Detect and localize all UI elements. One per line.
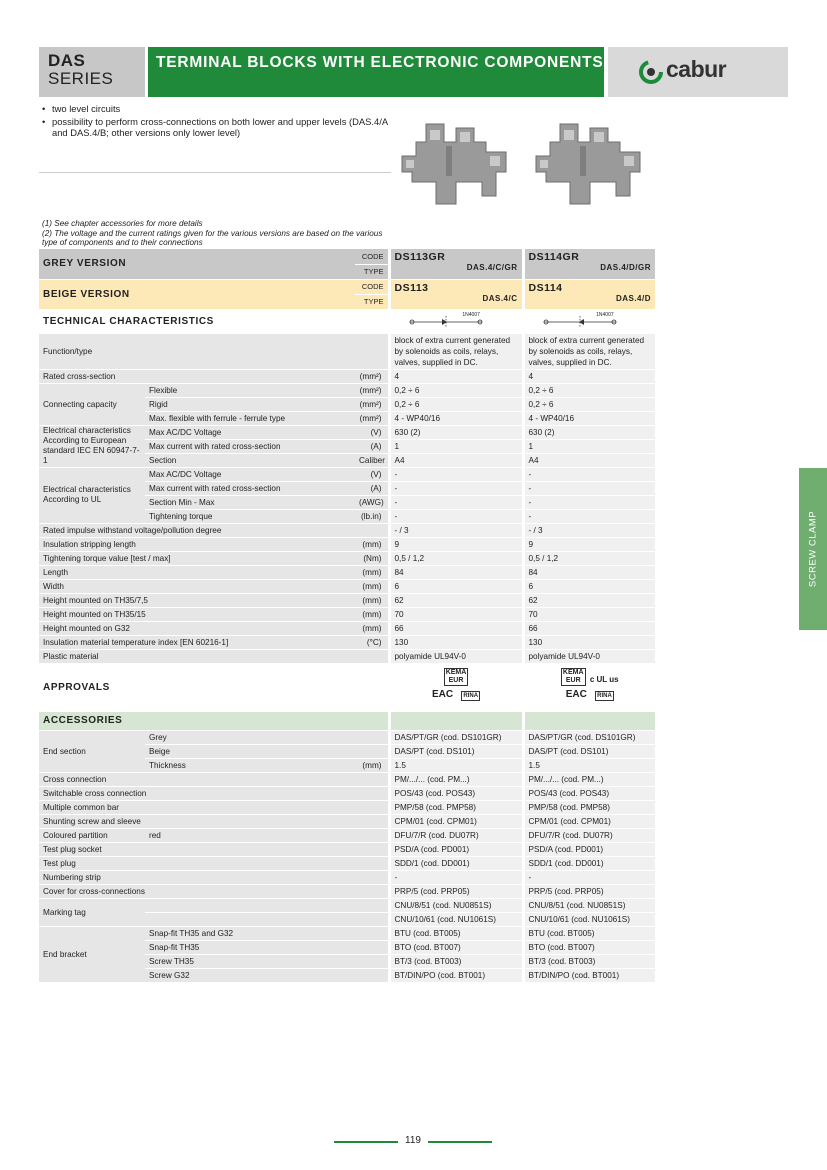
cell-value: A4 xyxy=(523,453,655,467)
beige-version-label: BEIGE VERSION xyxy=(39,279,355,309)
cell-value: PSD/A (cod. PD001) xyxy=(523,842,655,856)
table-row xyxy=(39,333,655,369)
cell-value: 84 xyxy=(389,565,523,579)
row-sublabel: Snap-fit TH35 and G32 xyxy=(145,926,389,940)
row-label: Marking tag xyxy=(39,898,145,926)
type-value: DAS.4/D/GR xyxy=(600,263,651,272)
row-unit: (mm) xyxy=(355,607,389,621)
cell-value: - xyxy=(389,495,523,509)
row-sublabel: Tightening torque xyxy=(145,509,355,523)
cell-value: - xyxy=(523,870,655,884)
row-label: Cross connection xyxy=(39,772,145,786)
row-label: Rated cross-section xyxy=(39,369,355,383)
cell-value: CPM/01 (cod. CPM01) xyxy=(523,814,655,828)
cell-value: - / 3 xyxy=(389,523,523,537)
row-sublabel xyxy=(145,856,389,870)
cell-value: CNU/10/61 (cod. NU1061S) xyxy=(523,912,655,926)
beige-version-row xyxy=(39,279,655,294)
footer-rule-right xyxy=(428,1141,492,1143)
row-label: Switchable cross connection xyxy=(39,786,145,800)
cell-value: POS/43 (cod. POS43) xyxy=(523,786,655,800)
row-unit: (mm²) xyxy=(355,369,389,383)
row-label: Plastic material xyxy=(39,649,355,663)
cell-value: - xyxy=(523,495,655,509)
row-unit: (mm) xyxy=(355,758,389,772)
cell-value: 130 xyxy=(523,635,655,649)
cell-value: 70 xyxy=(389,607,523,621)
cell-value: PRP/5 (cod. PRP05) xyxy=(389,884,523,898)
mark-text: KEMA xyxy=(562,668,584,676)
grey-code-1 xyxy=(389,249,523,279)
row-sublabel xyxy=(145,772,389,786)
cell-value: 1 xyxy=(523,439,655,453)
series-code: DAS xyxy=(48,51,86,70)
cell-value: 62 xyxy=(523,593,655,607)
schematic-2 xyxy=(523,309,655,333)
rina-icon: RINA xyxy=(463,692,479,699)
cell-value: 6 xyxy=(523,579,655,593)
footnote: (1) See chapter accessories for more details xyxy=(42,219,203,228)
row-label: Height mounted on TH35/7,5 xyxy=(39,593,355,607)
row-unit xyxy=(355,649,389,663)
cell-value: 4 - WP40/16 xyxy=(389,411,523,425)
page-title: TERMINAL BLOCKS WITH ELECTRONIC COMPONENTS xyxy=(148,47,604,97)
row-sublabel: Snap-fit TH35 xyxy=(145,940,389,954)
cell-value: - xyxy=(389,467,523,481)
row-label: Height mounted on TH35/15 xyxy=(39,607,355,621)
row-sublabel: Beige xyxy=(145,744,355,758)
cell-value: - xyxy=(389,509,523,523)
row-label: Length xyxy=(39,565,355,579)
cell-value: 0,5 / 1,2 xyxy=(389,551,523,565)
accessories-heading: ACCESSORIES xyxy=(39,711,389,730)
cell-value: PRP/5 (cod. PRP05) xyxy=(523,884,655,898)
table-row xyxy=(39,635,655,649)
table-row xyxy=(39,730,655,744)
cell-value: 66 xyxy=(523,621,655,635)
table-row xyxy=(39,425,655,439)
table-row xyxy=(39,884,655,898)
cell-value: DAS/PT (cod. DS101) xyxy=(389,744,523,758)
series-label: SERIES xyxy=(48,69,114,88)
row-unit: (V) xyxy=(355,467,389,481)
row-unit xyxy=(355,730,389,744)
type-value: DAS.4/C/GR xyxy=(466,263,518,272)
cell-value: 4 - WP40/16 xyxy=(523,411,655,425)
row-sublabel: Section xyxy=(145,453,355,467)
cell-value: 84 xyxy=(523,565,655,579)
eac-icon: EAC xyxy=(565,688,587,700)
type-label: TYPE xyxy=(355,294,389,309)
row-sublabel: Rigid xyxy=(145,397,355,411)
row-sublabel xyxy=(145,814,389,828)
row-unit: Caliber xyxy=(355,453,389,467)
cell-value: 1 xyxy=(389,439,523,453)
logo-text: cabur xyxy=(666,56,727,82)
cell-value: CNU/8/51 (cod. NU0851S) xyxy=(389,898,523,912)
page-number: 119 xyxy=(405,1135,421,1146)
row-label: Function/type xyxy=(39,333,389,369)
cell-value: polyamide UL94V-0 xyxy=(389,649,523,663)
cell-value: 0,2 ÷ 6 xyxy=(389,383,523,397)
product-image-ds113 xyxy=(396,112,514,212)
side-tab-screw-clamp[interactable] xyxy=(799,468,827,630)
cell-value: 0,2 ÷ 6 xyxy=(389,397,523,411)
cell-value: block of extra current generated by solenoids as coils, relays, valves, supplied in DC. xyxy=(389,333,523,369)
beige-code-1 xyxy=(389,279,523,309)
cell-value: 0,5 / 1,2 xyxy=(523,551,655,565)
table-row xyxy=(39,369,655,383)
row-unit: (A) xyxy=(355,439,389,453)
cell-value: 130 xyxy=(389,635,523,649)
row-unit: (mm) xyxy=(355,621,389,635)
cell-value: DFU/7/R (cod. DU07R) xyxy=(523,828,655,842)
cell-value: 62 xyxy=(389,593,523,607)
table-row xyxy=(39,842,655,856)
row-label: Rated impulse withstand voltage/pollution degree xyxy=(39,523,355,537)
row-sublabel xyxy=(145,870,389,884)
row-label: End bracket xyxy=(39,926,145,982)
cell-value: 9 xyxy=(523,537,655,551)
table-row xyxy=(39,579,655,593)
row-sublabel: Thickness xyxy=(145,758,355,772)
row-sublabel: Max AC/DC Voltage xyxy=(145,425,355,439)
schematic-label: 1N4007 xyxy=(596,312,614,318)
side-tab-label: SCREW CLAMP xyxy=(807,510,819,588)
cell-value: - xyxy=(523,467,655,481)
ul-icon: c UL us xyxy=(589,674,619,684)
row-sublabel: Max current with rated cross-section xyxy=(145,439,355,453)
row-unit: (mm) xyxy=(355,593,389,607)
table-row xyxy=(39,828,655,842)
mark-text: EUR xyxy=(448,676,464,684)
brand-logo xyxy=(608,47,788,97)
mark-text: KEMA xyxy=(445,668,467,676)
table-row xyxy=(39,786,655,800)
row-unit: (Nm) xyxy=(355,551,389,565)
footer-rule-left xyxy=(334,1141,398,1143)
row-label: Coloured partition xyxy=(39,828,145,842)
kema-keur-icon xyxy=(561,668,586,686)
grey-code-2 xyxy=(523,249,655,279)
row-unit: (AWG) xyxy=(355,495,389,509)
table-row xyxy=(39,537,655,551)
series-box xyxy=(39,47,145,97)
footnotes xyxy=(42,219,392,248)
row-label: Multiple common bar xyxy=(39,800,145,814)
row-sublabel xyxy=(145,800,389,814)
cell-value: SDD/1 (cod. DD001) xyxy=(523,856,655,870)
table-row xyxy=(39,856,655,870)
cell-value: POS/43 (cod. POS43) xyxy=(389,786,523,800)
table-row xyxy=(39,523,655,537)
cell-value: - xyxy=(523,509,655,523)
table-row xyxy=(39,926,655,940)
cell-value: PMP/58 (cod. PMP58) xyxy=(523,800,655,814)
row-unit xyxy=(355,523,389,537)
cell-value: 1.5 xyxy=(523,758,655,772)
cell-value: CNU/8/51 (cod. NU0851S) xyxy=(523,898,655,912)
table-row xyxy=(39,649,655,663)
row-label: Numbering strip xyxy=(39,870,145,884)
row-sublabel: Grey xyxy=(145,730,355,744)
cell-value: BTU (cod. BT005) xyxy=(389,926,523,940)
cell-value: BT/DIN/PO (cod. BT001) xyxy=(523,968,655,982)
row-label: Shunting screw and sleeve xyxy=(39,814,145,828)
row-unit: (V) xyxy=(355,425,389,439)
type-value: DAS.4/C xyxy=(482,293,518,303)
table-row xyxy=(39,800,655,814)
type-value: DAS.4/D xyxy=(615,293,651,303)
cell-value: 66 xyxy=(389,621,523,635)
row-unit: (°C) xyxy=(355,635,389,649)
mark-text: EUR xyxy=(565,676,581,684)
row-label: Width xyxy=(39,579,355,593)
cell-value: DAS/PT (cod. DS101) xyxy=(523,744,655,758)
spec-table xyxy=(39,249,655,983)
approval-marks-1 xyxy=(389,663,523,711)
cell-value: BTU (cod. BT005) xyxy=(523,926,655,940)
cell-value: 630 (2) xyxy=(523,425,655,439)
row-label: Height mounted on G32 xyxy=(39,621,355,635)
cell-value: CNU/10/61 (cod. NU1061S) xyxy=(389,912,523,926)
feature-list xyxy=(42,103,392,140)
feature-item: • two level circuits xyxy=(42,103,392,114)
row-label: End section xyxy=(39,730,145,772)
logo-mark-icon xyxy=(638,59,664,85)
cell-value: 0,2 ÷ 6 xyxy=(523,397,655,411)
row-label: Cover for cross-connections xyxy=(39,884,145,898)
row-sublabel: Screw G32 xyxy=(145,968,389,982)
cell-value: block of extra current generated by solenoids as coils, relays, valves, supplied in DC. xyxy=(523,333,655,369)
row-sublabel: Max. flexible with ferrule - ferrule type xyxy=(145,411,355,425)
row-sublabel: Flexible xyxy=(145,383,355,397)
schematic-1 xyxy=(389,309,523,333)
row-unit: (mm) xyxy=(355,565,389,579)
row-label: Insulation material temperature index [EN 60216-1] xyxy=(39,635,355,649)
feature-item: • possibility to perform cross-connections on both lower and upper levels (DAS.4/A and DAS.4/B; other versions only lower level) xyxy=(42,116,392,138)
cell-value: 0,2 ÷ 6 xyxy=(523,383,655,397)
type-label: TYPE xyxy=(355,264,389,279)
table-row xyxy=(39,898,655,912)
row-label: Test plug xyxy=(39,856,145,870)
row-sublabel xyxy=(145,786,389,800)
cell-value: PMP/58 (cod. PMP58) xyxy=(389,800,523,814)
row-sublabel: Max AC/DC Voltage xyxy=(145,467,355,481)
cell-value: CPM/01 (cod. CPM01) xyxy=(389,814,523,828)
code-value: DS114GR xyxy=(528,251,580,263)
row-label: Tightening torque value [test / max] xyxy=(39,551,355,565)
cell-value: 630 (2) xyxy=(389,425,523,439)
cell-value: SDD/1 (cod. DD001) xyxy=(389,856,523,870)
row-sublabel: Max current with rated cross-section xyxy=(145,481,355,495)
cell-value: - xyxy=(389,870,523,884)
cell-value: DAS/PT/GR (cod. DS101GR) xyxy=(523,730,655,744)
row-label: Insulation stripping length xyxy=(39,537,355,551)
row-unit xyxy=(355,744,389,758)
table-row xyxy=(39,593,655,607)
table-row xyxy=(39,607,655,621)
row-unit: (mm) xyxy=(355,537,389,551)
row-label: Test plug socket xyxy=(39,842,145,856)
row-sublabel xyxy=(145,842,389,856)
table-row xyxy=(39,467,655,481)
row-label: Electrical characteristics According to European standard IEC EN 60947-7-1 xyxy=(39,425,145,467)
code-label: CODE xyxy=(355,249,389,264)
cell-value: 4 xyxy=(389,369,523,383)
code-value: DS113GR xyxy=(394,251,446,263)
tech-heading-row xyxy=(39,309,655,333)
table-row xyxy=(39,814,655,828)
beige-code-2 xyxy=(523,279,655,309)
table-row xyxy=(39,621,655,635)
kema-keur-icon xyxy=(444,668,469,686)
rina-icon: RINA xyxy=(597,692,612,699)
code-value: DS113 xyxy=(394,281,429,294)
row-unit: (mm) xyxy=(355,579,389,593)
tech-heading: TECHNICAL CHARACTERISTICS xyxy=(39,309,389,333)
approval-marks-2 xyxy=(523,663,655,711)
row-unit: (A) xyxy=(355,481,389,495)
cell-value: 9 xyxy=(389,537,523,551)
cell-value: - xyxy=(523,481,655,495)
table-row xyxy=(39,772,655,786)
cell-value: 6 xyxy=(389,579,523,593)
code-value: DS114 xyxy=(528,281,563,294)
cell-value: BTO (cod. BT007) xyxy=(389,940,523,954)
accessories-heading-row xyxy=(39,711,655,730)
row-sublabel: red xyxy=(145,828,389,842)
divider xyxy=(39,172,391,173)
cell-value: BTO (cod. BT007) xyxy=(523,940,655,954)
table-row xyxy=(39,383,655,397)
cell-value: PSD/A (cod. PD001) xyxy=(389,842,523,856)
approvals-heading: APPROVALS xyxy=(39,663,389,711)
table-row xyxy=(39,551,655,565)
cell-value: - xyxy=(389,481,523,495)
row-sublabel: Section Min - Max xyxy=(145,495,355,509)
grey-version-label: GREY VERSION xyxy=(39,249,355,279)
cell-value: A4 xyxy=(389,453,523,467)
table-row xyxy=(39,870,655,884)
row-sublabel: Screw TH35 xyxy=(145,954,389,968)
cell-value: 1.5 xyxy=(389,758,523,772)
footnote: (2) The voltage and the current ratings given for the various versions are based on the various type of components and to their connections xyxy=(42,228,383,247)
schematic-label: 1N4007 xyxy=(462,312,480,318)
eac-icon: EAC xyxy=(431,688,454,700)
row-label: Connecting capacity xyxy=(39,383,145,425)
cell-value: DAS/PT/GR (cod. DS101GR) xyxy=(389,730,523,744)
cell-value: PM/.../... (cod. PM...) xyxy=(389,772,523,786)
product-image-ds114 xyxy=(530,112,648,212)
cell-value: - / 3 xyxy=(523,523,655,537)
row-sublabel xyxy=(145,884,389,898)
cell-value: BT/3 (cod. BT003) xyxy=(523,954,655,968)
cell-value: DFU/7/R (cod. DU07R) xyxy=(389,828,523,842)
table-row xyxy=(39,565,655,579)
cell-value: 70 xyxy=(523,607,655,621)
approvals-row xyxy=(39,663,655,711)
row-label: Electrical characteristics According to UL xyxy=(39,467,145,523)
cell-value: BT/DIN/PO (cod. BT001) xyxy=(389,968,523,982)
cell-value: polyamide UL94V-0 xyxy=(523,649,655,663)
row-unit: (mm²) xyxy=(355,383,389,397)
cell-value: 4 xyxy=(523,369,655,383)
cell-value: PM/.../... (cod. PM...) xyxy=(523,772,655,786)
row-unit: (lb.in) xyxy=(355,509,389,523)
cell-value: BT/3 (cod. BT003) xyxy=(389,954,523,968)
code-label: CODE xyxy=(355,279,389,294)
row-unit: (mm²) xyxy=(355,411,389,425)
row-unit: (mm²) xyxy=(355,397,389,411)
grey-version-row xyxy=(39,249,655,264)
